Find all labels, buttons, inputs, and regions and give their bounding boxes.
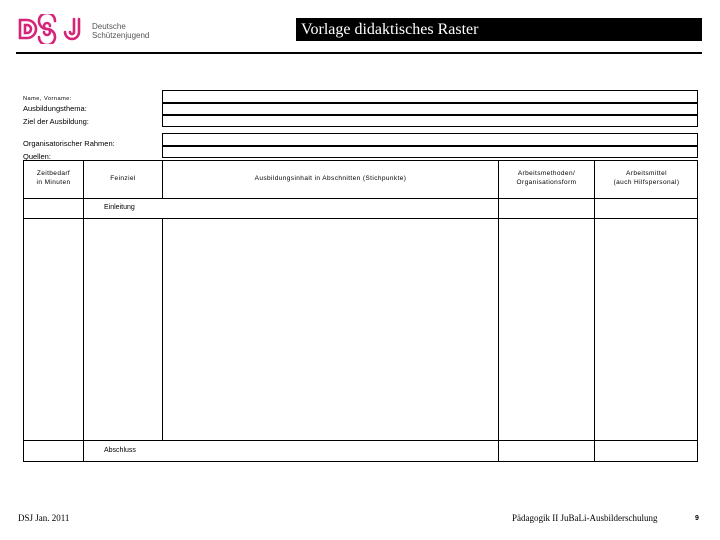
- intro-bottom-line: [23, 218, 698, 219]
- header-methods-line-2: Organisationsform: [516, 179, 577, 186]
- col-divider-2b: [162, 218, 163, 440]
- goal-label: Ziel der Ausbildung:: [23, 117, 89, 126]
- col-divider-5: [594, 160, 595, 462]
- header-means: [595, 169, 698, 187]
- name-field[interactable]: [162, 90, 698, 103]
- frame-label: Organisatorischer Rahmen:: [23, 139, 115, 148]
- name-label: Name, Vorname:: [23, 96, 72, 102]
- topic-label: Ausbildungsthema:: [23, 104, 87, 113]
- header-time: [24, 169, 83, 187]
- logo-line-1: Deutsche: [92, 22, 126, 31]
- page-title: Vorlage didaktisches Raster: [296, 18, 702, 41]
- header-time-line-1: Zeitbedarf: [36, 170, 71, 177]
- goal-field[interactable]: [162, 115, 698, 127]
- header-rule: [16, 52, 702, 54]
- header-time-line-2: in Minuten: [36, 179, 71, 186]
- col-divider-4: [498, 160, 499, 462]
- header-bottom-line: [23, 198, 698, 199]
- frame-field[interactable]: [162, 133, 698, 146]
- logo-text: [92, 22, 149, 40]
- footer-date: DSJ Jan. 2011: [18, 513, 70, 523]
- header-content: Ausbildungsinhalt in Abschnitten (Stichpunkte): [254, 175, 407, 182]
- sources-label: Quellen:: [23, 152, 51, 161]
- header-goal: Feinziel: [110, 175, 136, 182]
- topic-field[interactable]: [162, 103, 698, 115]
- page-number: 9: [695, 515, 699, 522]
- sources-field[interactable]: [162, 146, 698, 158]
- header-methods-line-1: Arbeitsmethoden/: [517, 170, 576, 177]
- logo-line-2: Schützenjugend: [92, 31, 150, 40]
- intro-label: Einleitung: [104, 204, 135, 211]
- header-methods: [499, 169, 594, 187]
- conclusion-label: Abschluss: [104, 447, 136, 454]
- footer-course: Pädagogik II JuBaLi-Ausbilderschulung: [512, 513, 658, 523]
- header-means-line-2: (auch Hilfspersonal): [613, 179, 680, 186]
- header-means-line-1: Arbeitsmittel: [626, 170, 667, 177]
- col-divider-1: [83, 160, 84, 462]
- body-bottom-line: [23, 440, 698, 441]
